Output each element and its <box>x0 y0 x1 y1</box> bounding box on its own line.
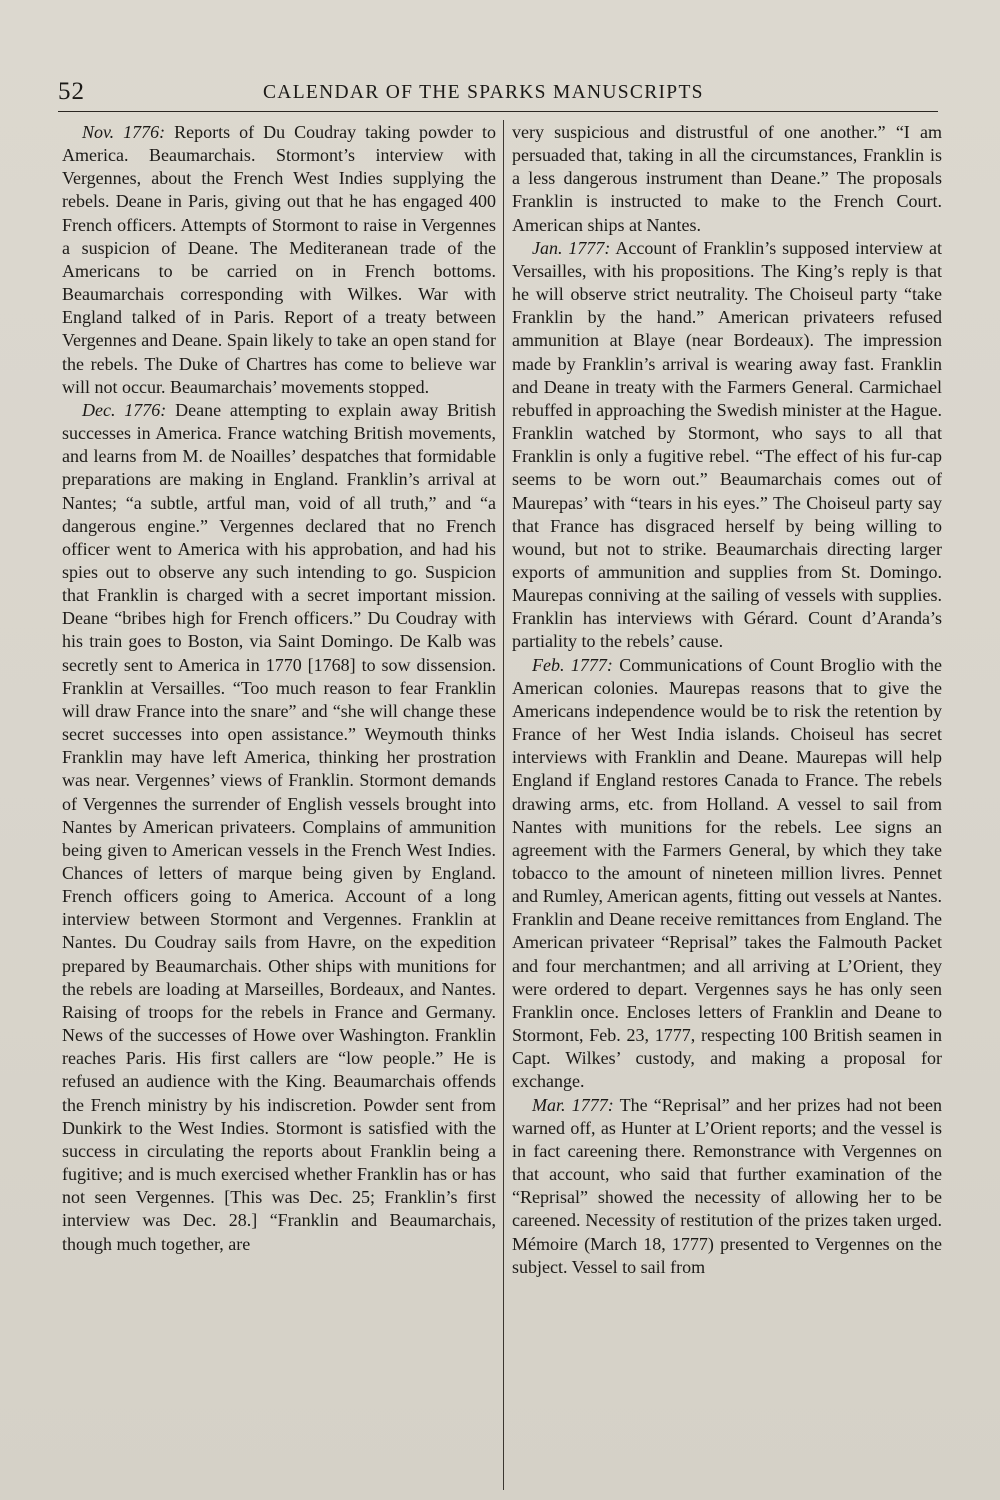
entry-text: Deane attempting to explain away British successes in America. France watching British movements, and learns from M. de Noailles’ despatches that formidable preparations are making in England. Franklin’s arrival at Nantes; “a subtle, artful man, void of all truth,” and “a dangerous engine.” Vergennes declared that no French officer went to America with his approbation, and had his spies out to observe any such intending to go. Suspicion that Franklin is charged with a secret important mission. Deane “bribes high for French officers.” Du Coudray with his train goes to Boston, via Saint Domingo. De Kalb was secretly sent to America in 1770 [1768] to sow dissension. Franklin at Versailles. “Too much reason to fear Franklin will draw France into the snare” and “she will change these secret successes into open assistance.” Weymouth thinks Franklin may have left America, thinking her prostration was near. Vergennes’ views of Franklin. Stormont demands of Vergennes the surrender of English vessels brought into Nantes by American privateers. Complains of ammunition being given to American vessels in the French West Indies. Chances of letters of marque being given by England. French officers going to America. Account of a long interview between Stormont and Vergennes. Franklin at Nantes. Du Coudray sails from Havre, on the expedition prepared by Beaumarchais. Other ships with munitions for the rebels are loading at Marseilles, Bordeaux, and Nantes. Raising of troops for the rebels in France and Germany. News of the successes of Howe over Washington. Franklin reaches Paris. His first callers are “low people.” He is refused an audience with the King. Beaumarchais offends the French ministry by his indiscretion. Powder sent from Dunkirk to the West Indies. Stormont is satisfied with the success in circulating the reports about Franklin being a fugitive; and is much exercised whether Franklin has or has not seen Vergennes. [This was Dec. 25; Franklin’s first interview was Dec. 28.] “Franklin and Beaumarchais, though much together, are <box>62 399 496 1254</box>
page-header <box>58 78 938 114</box>
right-column <box>512 121 942 1481</box>
column-divider <box>503 120 504 1490</box>
entry-date: Mar. 1777: <box>532 1094 614 1115</box>
left-column <box>62 121 496 1481</box>
entry-date: Jan. 1777: <box>532 237 611 258</box>
entry-paragraph <box>62 399 496 1256</box>
entry-date: Feb. 1777: <box>532 654 613 675</box>
entry-paragraph <box>512 237 942 654</box>
entry-text: The “Reprisal” and her prizes had not been warned off, as Hunter at L’Orient reports; and the vessel is in fact careening there. Remonstrance with Vergennes on that account, who said that further examination of the “Reprisal” showed the necessity of allowing her to be careened. Necessity of restitution of the prizes taken urged. Mémoire (March 18, 1777) presented to Vergennes on the subject. Vessel to sail from <box>512 1094 942 1277</box>
entry-text: very suspicious and distrustful of one another.” “I am persuaded that, taking in all the circumstances, Franklin is a less dangerous instrument than Deane.” The proposals Franklin is instructed to make to the French Court. American ships at Nantes. <box>512 122 942 235</box>
entry-text: Account of Franklin’s supposed interview at Versailles, with his propositions. The King’s reply is that he will observe strict neutrality. The Choiseul party “take Franklin by the hand.” American privateers refused ammunition at Blaye (near Bordeaux). The impression made by Franklin’s arrival is wearing away fast. Franklin and Deane in treaty with the Farmers General. Carmichael rebuffed in approaching the Swedish minister at the Hague. Franklin watched by Stormont, who says to all that Franklin is only a fugitive rebel. “The effect of his fur-cap seems to be worn out.” Beaumarchais comes out of Maurepas’ with “tears in his eyes.” The Choiseul party say that France has disgraced herself by being willing to wound, but not to strike. Beaumarchais directing larger exports of ammunition and supplies from St. Domingo. Maurepas conniving at the sailing of vessels with supplies. Franklin has interviews with Gérard. Count d’Aranda’s partiality to the rebels’ cause. <box>512 237 942 652</box>
page-number: 52 <box>58 78 85 105</box>
entry-paragraph <box>62 121 496 399</box>
entry-paragraph <box>512 1094 942 1279</box>
entry-date: Dec. 1776: <box>82 399 167 420</box>
entry-text: Reports of Du Coudray taking powder to America. Beaumarchais. Stormont’s interview with Vergennes, about the French West Indies supplying the rebels. Deane in Paris, giving out that he has engaged 400 French officers. Attempts of Stormont to raise in Vergennes a suspicion of Deane. The Mediteranean trade of the Americans to be carried on in French bottoms. Beaumarchais corresponding with Wilkes. War with England talked of in Paris. Report of a treaty between Vergennes and Deane. Spain likely to take an open stand for the rebels. The Duke of Chartres has come to believe war will not occur. Beaumarchais’ movements stopped. <box>62 122 496 397</box>
entry-paragraph-continued <box>512 121 942 237</box>
header-rule <box>58 111 938 112</box>
running-head: CALENDAR OF THE SPARKS MANUSCRIPTS <box>263 82 704 103</box>
entry-paragraph <box>512 654 942 1094</box>
entry-date: Nov. 1776: <box>82 122 166 142</box>
entry-text: Communications of Count Broglio with the American colonies. Maurepas reasons that to give the Americans independence would be to risk the retention by France of her West India islands. Choiseul has secret interviews with Franklin and Deane. Maurepas will help England if England restores Canada to France. The rebels drawing arms, etc. from Holland. A vessel to sail from Nantes with munitions for the rebels. Lee signs an agreement with the Farmers General, by which they take tobacco to the amount of nineteen million livres. Pennet and Rumley, American agents, fitting out vessels at Nantes. Franklin and Deane receive remittances from England. The American privateer “Reprisal” takes the Falmouth Packet and four merchantmen; and all arriving at L’Orient, they were ordered to depart. Vergennes says he has only seen Franklin once. Encloses letters of Franklin and Deane to Stormont, Feb. 23, 1777, respecting 100 British seamen in Capt. Wilkes’ custody, and making a proposal for exchange. <box>512 654 942 1092</box>
